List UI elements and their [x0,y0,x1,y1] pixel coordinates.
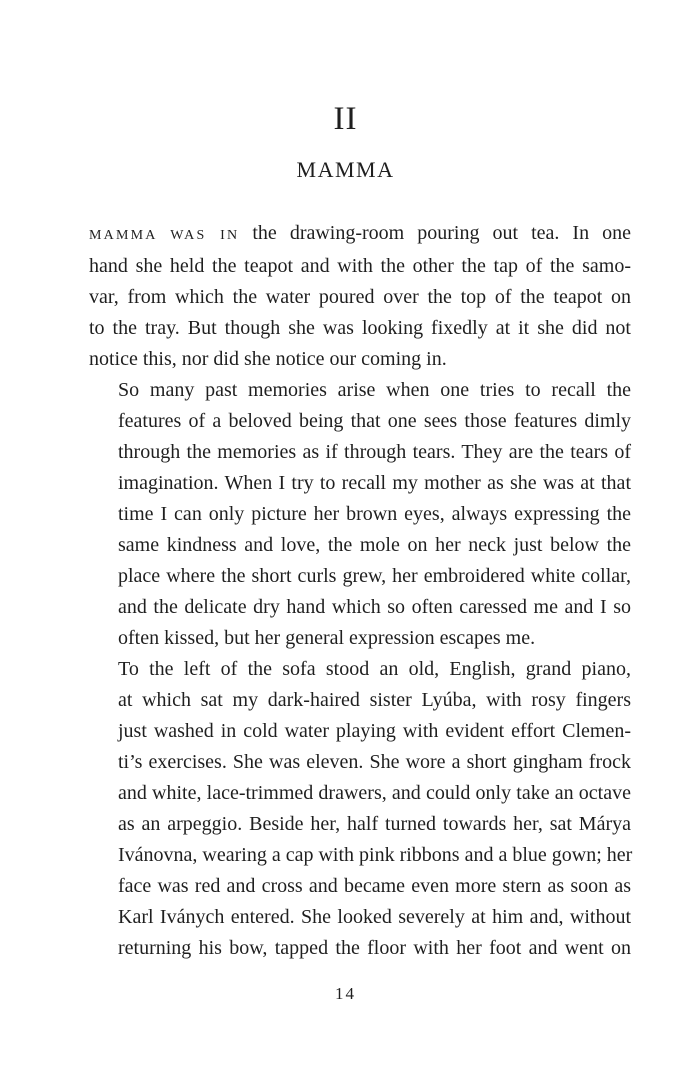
text-line: So many past memories arise when one tries to recall the [118,379,631,401]
text-line: hand she held the teapot and with the other the tap of the samo- [89,255,631,277]
paragraph-1 [89,218,631,375]
text-line: var, from which the water poured over the top of the teapot on [89,286,631,308]
text-line: imagination. When I try to recall my mother as she was at that [118,472,631,494]
chapter-title: MAMMA [296,157,395,182]
paragraph-3 [89,654,631,964]
text-line: through the memories as if through tears. They are the tears of [118,441,631,463]
text-line: as an arpeggio. Beside her, half turned towards her, sat Márya [118,813,631,835]
paragraph-2 [89,375,631,654]
text-line: features of a beloved being that one sees those features dimly [118,410,631,432]
text-line: face was red and cross and became even more stern as soon as [118,875,631,897]
chapter-number: II [333,101,358,137]
text-line: returning his bow, tapped the floor with her foot and went on [118,937,631,959]
text-line: to the tray. But though she was looking fixedly at it she did not [89,317,631,339]
body-text [89,218,631,964]
text-line: often kissed, but her general expression escapes me. [118,627,536,649]
text-line: and the delicate dry hand which so often caressed me and I so [118,596,631,618]
text-line: notice this, nor did she notice our coming in. [89,348,447,370]
text-line: ti’s exercises. She was eleven. She wore a short gingham frock [118,751,631,773]
text-line: time I can only picture her brown eyes, always expressing the [118,503,631,525]
text-line: just washed in cold water playing with evident effort Clemen- [118,720,631,742]
text-line: Karl Iványch entered. She looked severely at him and, without [118,906,631,928]
lead-smallcaps: MAMMA WAS IN [89,228,240,243]
text-line: place where the short curls grew, her embroidered white collar, [118,565,631,587]
text-line: Ivánovna, wearing a cap with pink ribbons and a blue gown; her [118,844,633,866]
text-line: MAMMA WAS IN the drawing-room pouring out tea. In one [89,222,631,244]
text-line: and white, lace-trimmed drawers, and could only take an octave [118,782,631,804]
page-number: 14 [335,984,356,1003]
text-line: at which sat my dark-haired sister Lyúba, with rosy fingers [118,689,631,711]
text-line: same kindness and love, the mole on her neck just below the [118,534,631,556]
text-line: To the left of the sofa stood an old, English, grand piano, [118,658,631,680]
